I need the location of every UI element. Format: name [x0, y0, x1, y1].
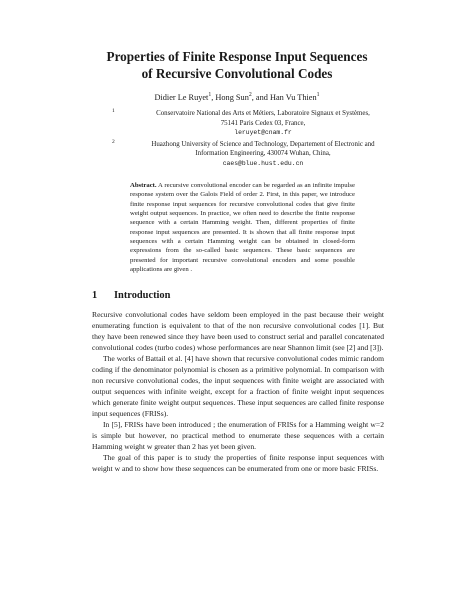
- author-name: Han Vu Thien: [269, 93, 317, 102]
- title-line-2: of Recursive Convolutional Codes: [141, 66, 333, 81]
- body-paragraph: The goal of this paper is to study the properties of finite response input sequences with weight w and to show how these sequences can be enumerated from one or more basic FRISs.: [92, 453, 384, 473]
- affiliation-item: [112, 109, 402, 138]
- paper-title: [40, 48, 434, 82]
- author-name: Hong Sun: [215, 93, 249, 102]
- body-paragraph: In [5], FRISs have been introduced ; the enumeration of FRISs for a Hamming weight w=2 is simple but however, no practical method to enumerate these sequences with a certain Hamming weight w greater than 2 has yet been given.: [92, 420, 384, 451]
- body-paragraph: Recursive convolutional codes have seldom been employed in the past because their weight enumerating function is equivalent to that of the non recursive convolutional codes [1]. But they have been renewed since they have been used to construct serial and parallel concatenated convolutional codes (turbo codes) whose performances are near Shannon limit (see [2] and [3]).: [92, 310, 384, 352]
- abstract-text: A recursive convolutional encoder can be regarded as an infinite impulse response system over the Galois Field of order 2. First, in this paper, we introduce finite response input sequences for recursive convolutional codes that give finite weight output sequences. In practice, we often need to describe the finite response sequence with a certain Hamming weight. Then, different properties of finite response input sequences are presented. It is shown that all finite response input sequences with a certain Hamming weight can be obtained in closed-form expressions from the so-called basic sequences. These basic sequences are presented for important recursive convolutional encoders and some possible applications are given .: [130, 182, 355, 274]
- affiliation-marker: 1: [112, 108, 115, 114]
- author-separator: ,: [211, 93, 216, 102]
- body-paragraph: The works of Battail et al. [4] have shown that recursive convolutional codes mimic random coding if the denominator polynomial is chosen as a primitive polynomial. In comparison with non recursive convolutional codes, the input sequences with finite weight are associated with output sequences with infinite weight, except for a fraction of finite weight input sequences which generate finite weight output sequences. These input sequences are called finite response input sequences (FRISs).: [92, 354, 384, 418]
- section-number: 1: [92, 290, 98, 301]
- author-list: [40, 93, 434, 102]
- affiliation-line: Information Engineering, 430074 Wuhan, China,: [195, 150, 331, 158]
- abstract-label: Abstract.: [130, 182, 157, 189]
- affiliation-line: Conservatoire National des Arts et Métiers, Laboratoire Signaux et Systèmes,: [156, 110, 370, 117]
- section-heading: [92, 290, 170, 301]
- abstract: [130, 181, 355, 274]
- title-line-1: Properties of Finite Response Input Sequences: [106, 49, 368, 64]
- section-body: [92, 309, 384, 474]
- affiliation-mark: 1: [208, 92, 212, 99]
- author-name: Didier Le Ruyet: [154, 93, 209, 102]
- section-title: Introduction: [114, 290, 171, 301]
- affiliation-line: 75141 Paris Cedex 03, France,: [220, 119, 306, 127]
- affiliation-email: caes@blue.hust.edu.cn: [222, 159, 304, 167]
- affiliation-line: Huazhong University of Science and Technology, Departement of Electronic and: [151, 140, 375, 148]
- affiliation-marker: 2: [112, 138, 115, 145]
- affiliation-mark: 2: [248, 92, 252, 99]
- affiliation-item: [112, 140, 402, 169]
- affiliation-mark: 1: [316, 92, 320, 99]
- affiliation-email: leruyet@cnam.fr: [234, 129, 292, 137]
- affiliation-block: [112, 109, 402, 171]
- author-separator: , and: [251, 93, 270, 102]
